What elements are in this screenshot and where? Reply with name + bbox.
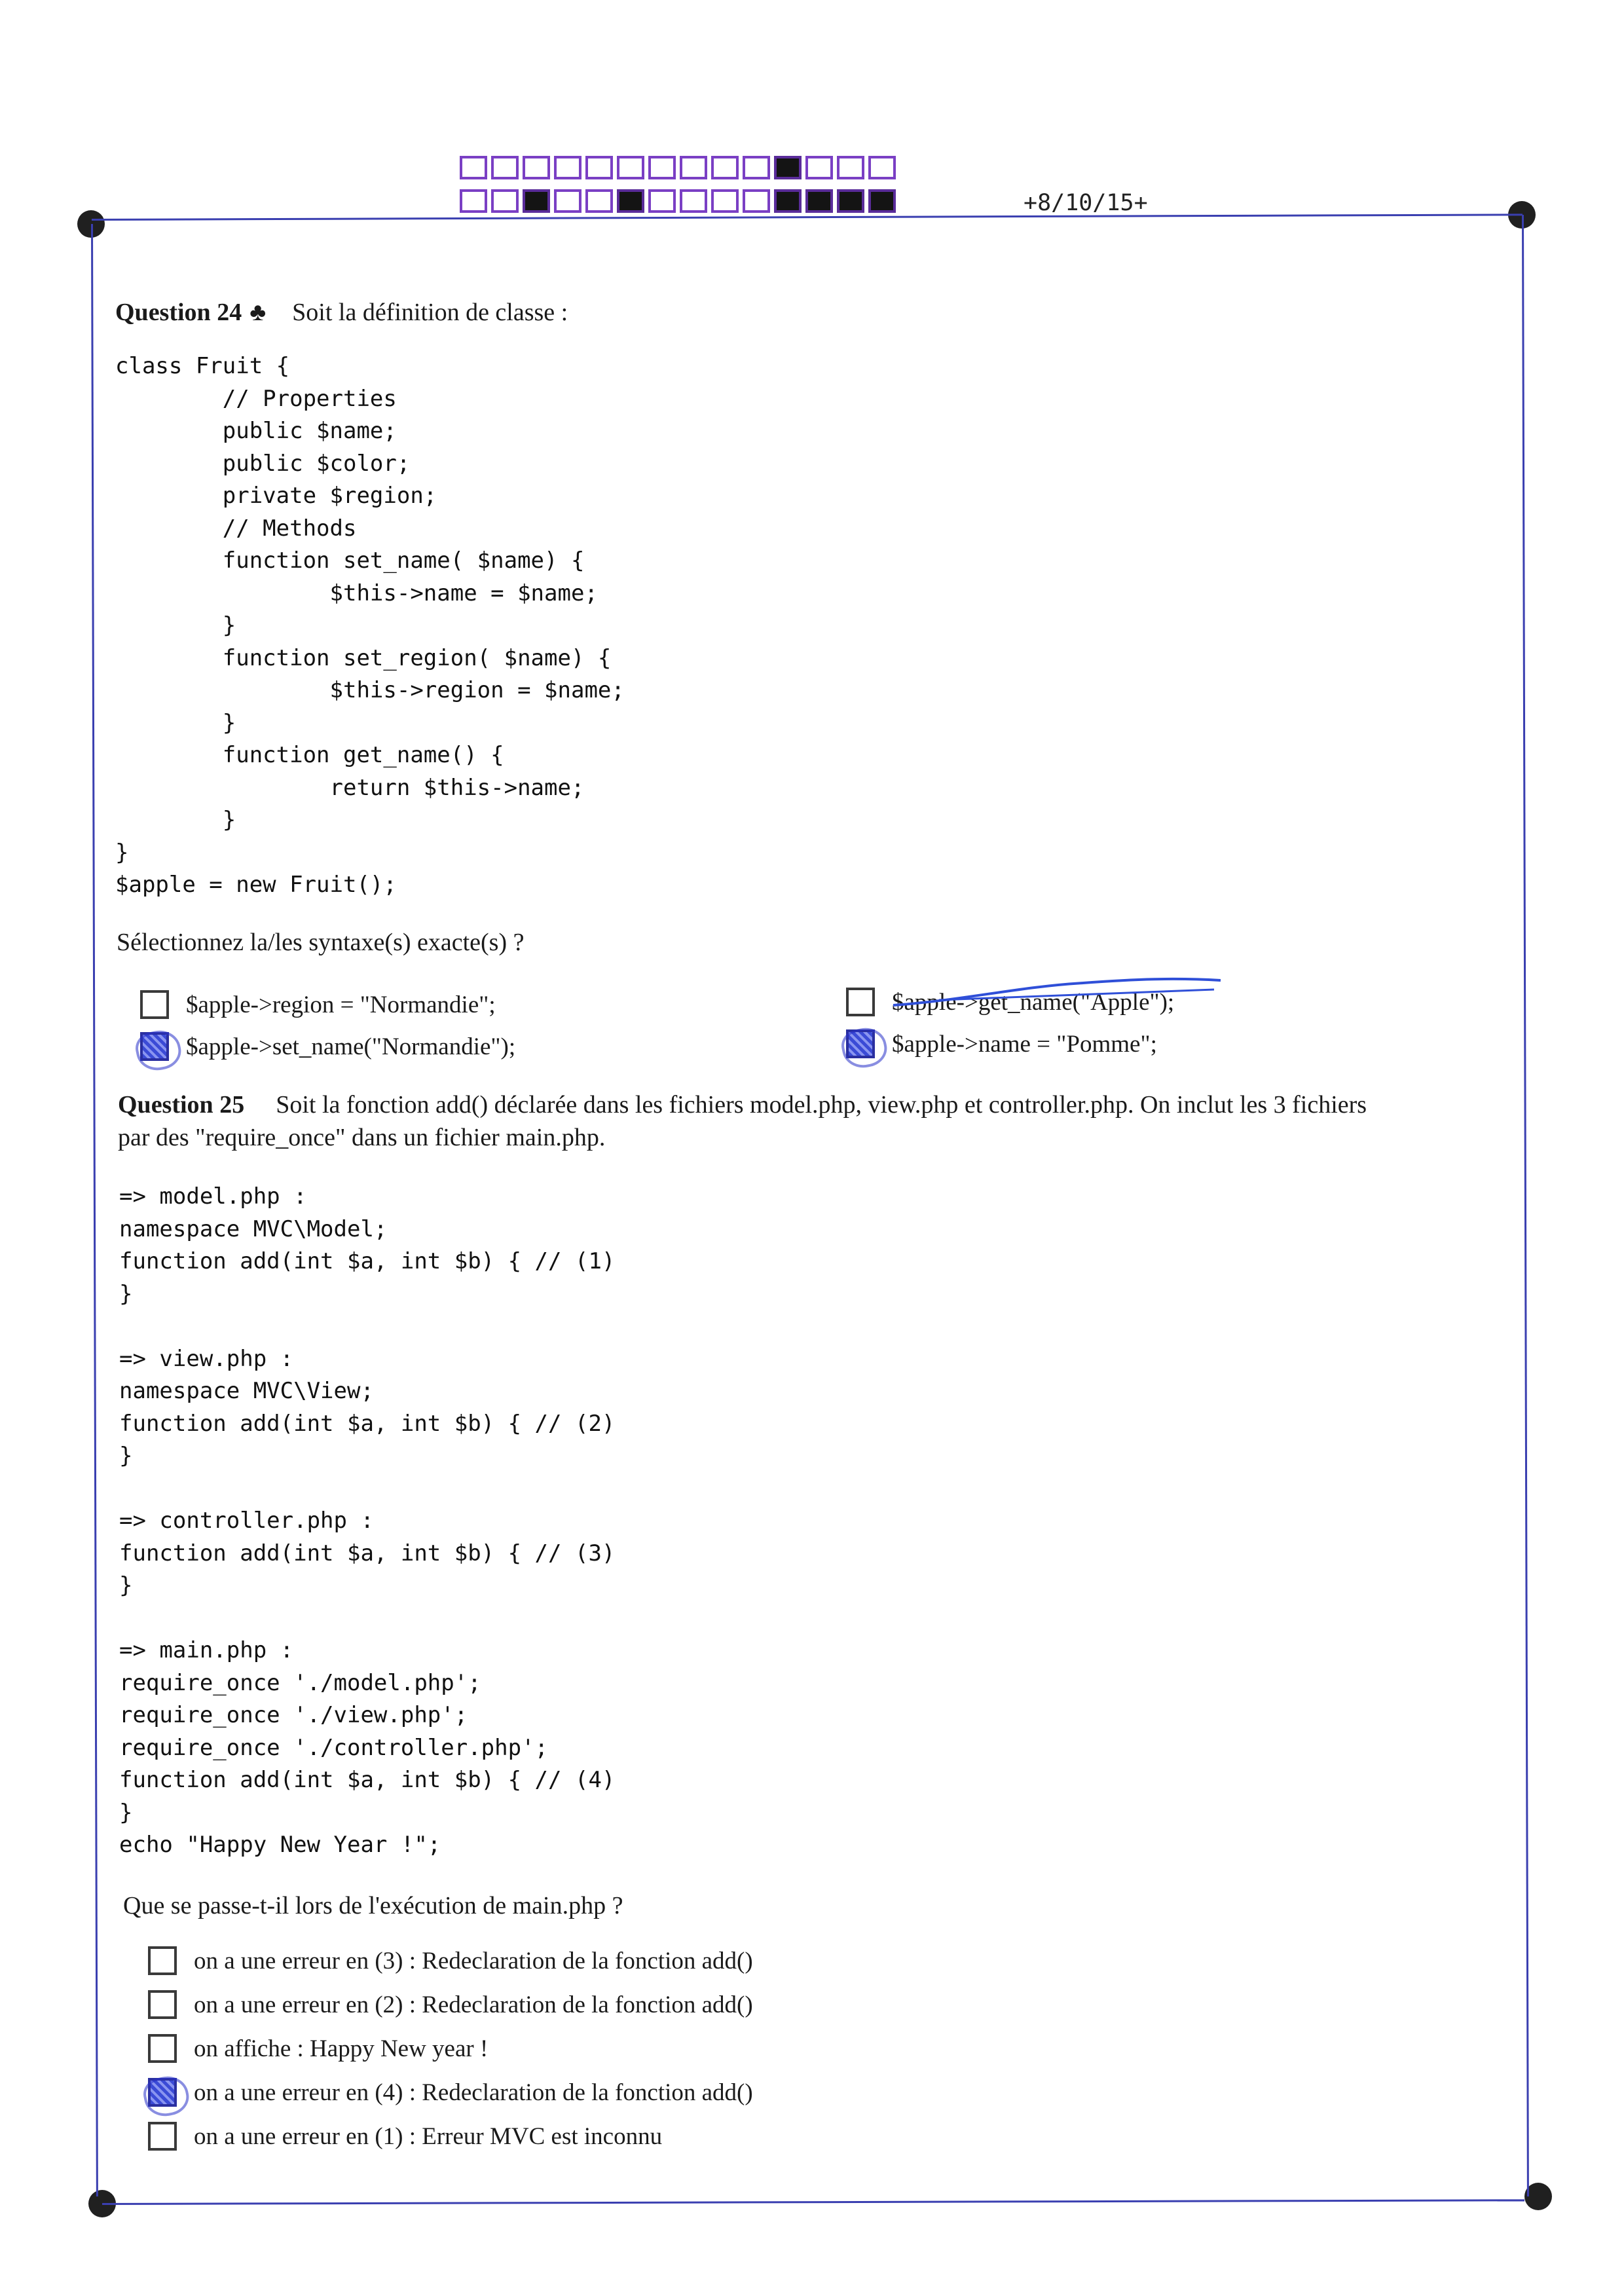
barcode-cell-empty	[868, 156, 896, 179]
q25-intro-line1: Soit la fonction add() déclarée dans les fichiers model.php, view.php et controller.php. On inclut les 3 fichiers	[276, 1091, 1367, 1119]
barcode-cell-empty	[680, 156, 707, 179]
q25-code: => model.php : namespace MVC\Model; function add(int $a, int $b) { // (1) } => view.php : namespace MVC\View; function add(int $a, int $b) { // (2) } => controller.php : function add(int $a, int $b) { // (3) } => main.php : require_once './model.php'; require_once './view.php'; require_once './controller.php'; function add(int $a, int $b) { // (4) } echo "Happy New Year !";	[119, 1183, 616, 1858]
barcode-row-2	[460, 189, 896, 213]
frame-top	[92, 213, 1522, 221]
barcode-cell-filled	[837, 189, 864, 213]
q25-option-2[interactable]	[148, 1990, 753, 2019]
q24-option-4[interactable]	[846, 1029, 1157, 1058]
barcode-cell-filled	[805, 189, 833, 213]
option-label: $apple->region = "Normandie";	[186, 991, 496, 1018]
option-label-struck	[892, 988, 1174, 1016]
q24-option-2[interactable]	[140, 1032, 515, 1061]
q25-option-1[interactable]	[148, 1946, 753, 1975]
checkbox[interactable]	[148, 1990, 177, 2019]
q24-code: class Fruit { // Properties public $name; public $color; private $region; // Methods function set_name( $name) { $this->name = $name; } function set_region( $name) { $this->region = $name; } function get_name() { return $this->name; } } $apple = new Fruit();	[115, 353, 625, 898]
barcode-cell-empty	[554, 156, 581, 179]
barcode-cell-empty	[491, 189, 519, 213]
barcode-cell-empty	[554, 189, 581, 213]
q24-intro: Soit la définition de classe :	[292, 299, 568, 326]
checkbox[interactable]	[148, 2078, 177, 2107]
barcode-cell-empty	[491, 156, 519, 179]
barcode-cell-empty	[743, 156, 770, 179]
checkbox[interactable]	[148, 2122, 177, 2151]
barcode-cell-empty	[711, 156, 739, 179]
q25-intro	[118, 1088, 1519, 1154]
q24-option-1[interactable]	[140, 990, 496, 1019]
barcode-cell-filled	[774, 156, 802, 179]
checkbox[interactable]	[140, 990, 169, 1019]
barcode-cell-empty	[460, 189, 487, 213]
q25-option-5[interactable]	[148, 2122, 662, 2151]
club-icon: ♣	[249, 299, 267, 326]
q25-option-3[interactable]	[148, 2034, 488, 2063]
frame-left	[91, 224, 98, 2196]
option-label: on affiche : Happy New year !	[194, 2035, 489, 2062]
q25-prompt: Que se passe-t-il lors de l'exécution de main.php ?	[123, 1892, 623, 1919]
q24-title: Question 24	[115, 299, 242, 326]
barcode-cell-empty	[648, 189, 676, 213]
barcode-cell-empty	[837, 156, 864, 179]
checkbox[interactable]	[846, 1029, 875, 1058]
q25-title: Question 25	[118, 1091, 245, 1119]
page-id: +8/10/15+	[1024, 190, 1148, 216]
barcode-cell-empty	[711, 189, 739, 213]
option-label: $apple->name = "Pomme";	[892, 1030, 1157, 1058]
option-label: on a une erreur en (2) : Redeclaration de la fonction add()	[194, 1991, 753, 2018]
option-label: on a une erreur en (3) : Redeclaration de la fonction add()	[194, 1947, 753, 1974]
barcode-cell-empty	[805, 156, 833, 179]
barcode-cell-empty	[460, 156, 487, 179]
option-label: $apple->set_name("Normandie");	[186, 1033, 516, 1060]
barcode-cell-filled	[774, 189, 802, 213]
frame-bottom	[102, 2199, 1524, 2205]
barcode-cell-filled	[868, 189, 896, 213]
checkbox[interactable]	[140, 1032, 169, 1061]
checkbox[interactable]	[148, 1946, 177, 1975]
barcode-cell-empty	[585, 189, 613, 213]
q24-option-3[interactable]	[846, 988, 1174, 1016]
checkbox[interactable]	[148, 2034, 177, 2063]
q24-header	[115, 298, 568, 327]
barcode-cell-filled	[617, 189, 644, 213]
option-label: on a une erreur en (1) : Erreur MVC est inconnu	[194, 2122, 663, 2150]
barcode-cell-empty	[680, 189, 707, 213]
frame-right	[1522, 215, 1529, 2196]
barcode-cell-filled	[523, 189, 550, 213]
option-label: on a une erreur en (4) : Redeclaration de la fonction add()	[194, 2079, 753, 2106]
barcode-row-1	[460, 156, 896, 179]
barcode-cell-empty	[617, 156, 644, 179]
q25-intro-line2: par des "require_once" dans un fichier main.php.	[118, 1124, 606, 1151]
q24-prompt: Sélectionnez la/les syntaxe(s) exacte(s) ?	[117, 929, 525, 956]
barcode-cell-empty	[648, 156, 676, 179]
barcode-cell-empty	[585, 156, 613, 179]
strikethrough-scribble	[887, 974, 1227, 1013]
checkbox[interactable]	[846, 988, 875, 1016]
barcode-cell-empty	[523, 156, 550, 179]
barcode-cell-empty	[743, 189, 770, 213]
option-label: $apple->get_name("Apple");	[892, 988, 1175, 1016]
q25-option-4[interactable]	[148, 2078, 753, 2107]
